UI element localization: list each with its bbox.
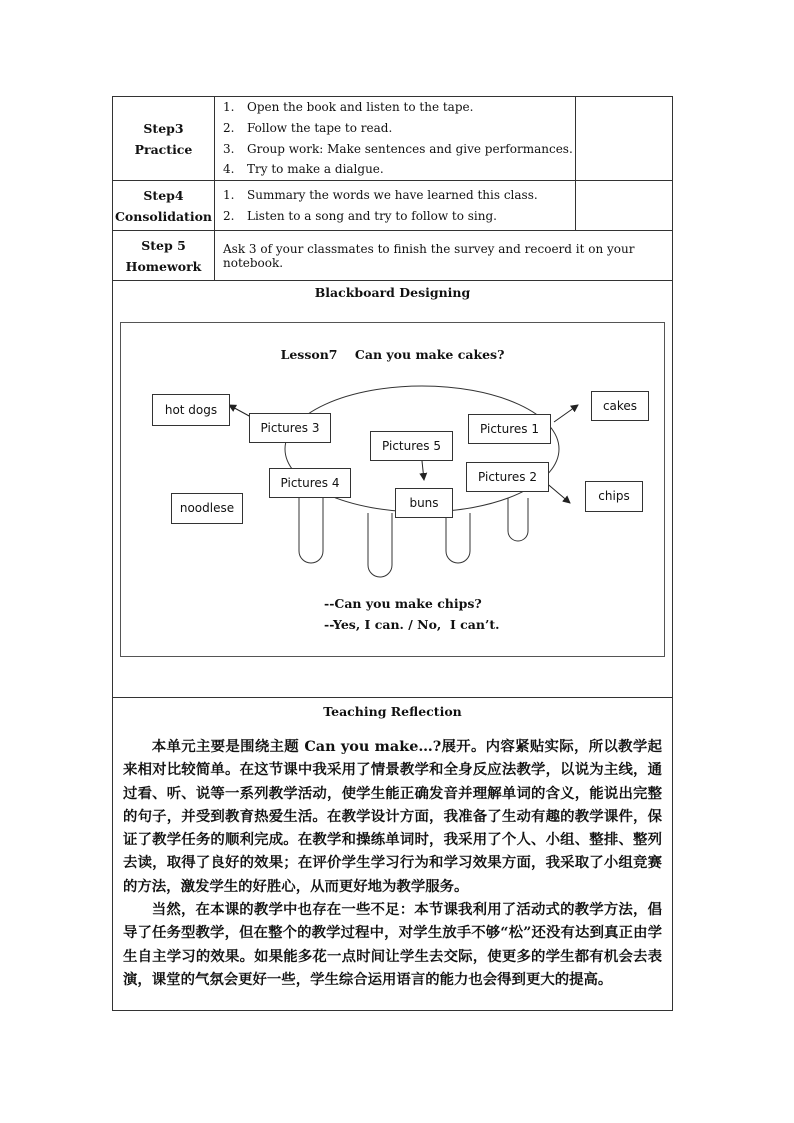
list-item: 3. Group work: Make sentences and give performances. <box>223 141 573 156</box>
hot-dogs-box: hot dogs <box>152 394 230 426</box>
reflection-heading: Teaching Reflection <box>323 704 462 719</box>
pictures-4-box: Pictures 4 <box>269 468 351 498</box>
dialogue-question: --Can you make chips? <box>324 596 482 611</box>
noodlese-box: noodlese <box>171 493 243 524</box>
step3-blank-cell <box>576 97 673 181</box>
pictures-2-box: Pictures 2 <box>466 462 549 492</box>
chips-box: chips <box>585 481 643 512</box>
step3-content-cell <box>215 97 576 181</box>
step3-list <box>215 97 575 179</box>
buns-box: buns <box>395 488 453 518</box>
step4-content-cell <box>215 181 576 231</box>
step3-label-cell <box>113 97 215 181</box>
step4-blank-cell <box>576 181 673 231</box>
lesson-title: Lesson7 Can you make cakes? <box>280 347 505 362</box>
table-leg <box>368 513 392 577</box>
table-row-step3 <box>113 97 673 181</box>
table-row-reflection <box>113 698 673 1011</box>
reflection-cell <box>113 698 673 1011</box>
blackboard-frame <box>120 322 665 657</box>
step4-title: Step4 <box>143 187 184 203</box>
step3-subtitle: Practice <box>134 141 193 157</box>
list-item: 1. Open the book and listen to the tape. <box>223 100 474 115</box>
step3-title: Step3 <box>143 120 184 136</box>
lesson-plan-table <box>112 96 673 1011</box>
table-leg <box>446 513 470 563</box>
cakes-box: cakes <box>591 391 649 421</box>
step4-label-cell <box>113 181 215 231</box>
step5-label-cell <box>113 231 215 281</box>
step5-subtitle: Homework <box>125 258 202 274</box>
table-row-step5 <box>113 231 673 281</box>
step5-title: Step 5 <box>141 237 186 253</box>
dialogue-answer: --Yes, I can. / No, I can’t. <box>324 617 500 632</box>
table-leg <box>299 493 323 563</box>
step4-subtitle: Consolidation <box>114 208 213 224</box>
blackboard-cell <box>113 281 673 698</box>
table-row-blackboard <box>113 281 673 698</box>
pictures-3-box: Pictures 3 <box>249 413 331 443</box>
arrow <box>554 405 578 422</box>
list-item: 1. Summary the words we have learned this class. <box>223 187 538 202</box>
pictures-5-box: Pictures 5 <box>370 431 453 461</box>
table-leg <box>508 498 528 541</box>
arrow <box>229 405 251 417</box>
blackboard-heading: Blackboard Designing <box>314 285 471 300</box>
step5-content-cell: Ask 3 of your classmates to finish the survey and recoerd it on your notebook. <box>215 231 673 281</box>
reflection-paragraph-2: 当然，在本课的教学中也存在一些不足：本节课我利用了活动式的教学方法，倡导了任务型教学，但在整个的教学过程中，对学生放手不够“松”还没有达到真正由学生自主学习的效果。如果能多花一点时间让学生去交际，使更多的学生都有机会去表演，课堂的气氛会更好一些，学生综合运用语言的能力也会得到更大的提高。 <box>123 901 662 988</box>
reflection-paragraph-1: 本单元主要是围绕主题 Can you make…?展开。内容紧贴实际，所以教学起来相对比较简单。在这节课中我采用了情景教学和全身反应法教学，以说为主线，通过看、听、说等一系列教学活动，使学生能正确发音并理解单词的含义，能说出完整的句子，并受到教育热爱生活。在教学设计方面，我准备了生动有趣的教学课件，保证了教学任务的顺利完成。在教学和操练单词时，我采用了个人、小组、整排、整列去读，取得了良好的效果；在评价学生学习行为和学习效果方面，我采取了小组竞赛的方法，激发学生的好胜心，从而更好地为教学服务。 <box>123 738 662 895</box>
table-row-step4 <box>113 181 673 231</box>
list-item: 4. Try to make a dialgue. <box>223 162 384 177</box>
step4-list <box>215 185 575 226</box>
list-item: 2. Follow the tape to read. <box>223 120 393 135</box>
list-item: 2. Listen to a song and try to follow to sing. <box>223 208 497 223</box>
pictures-1-box: Pictures 1 <box>468 414 551 444</box>
reflection-text <box>123 735 662 991</box>
